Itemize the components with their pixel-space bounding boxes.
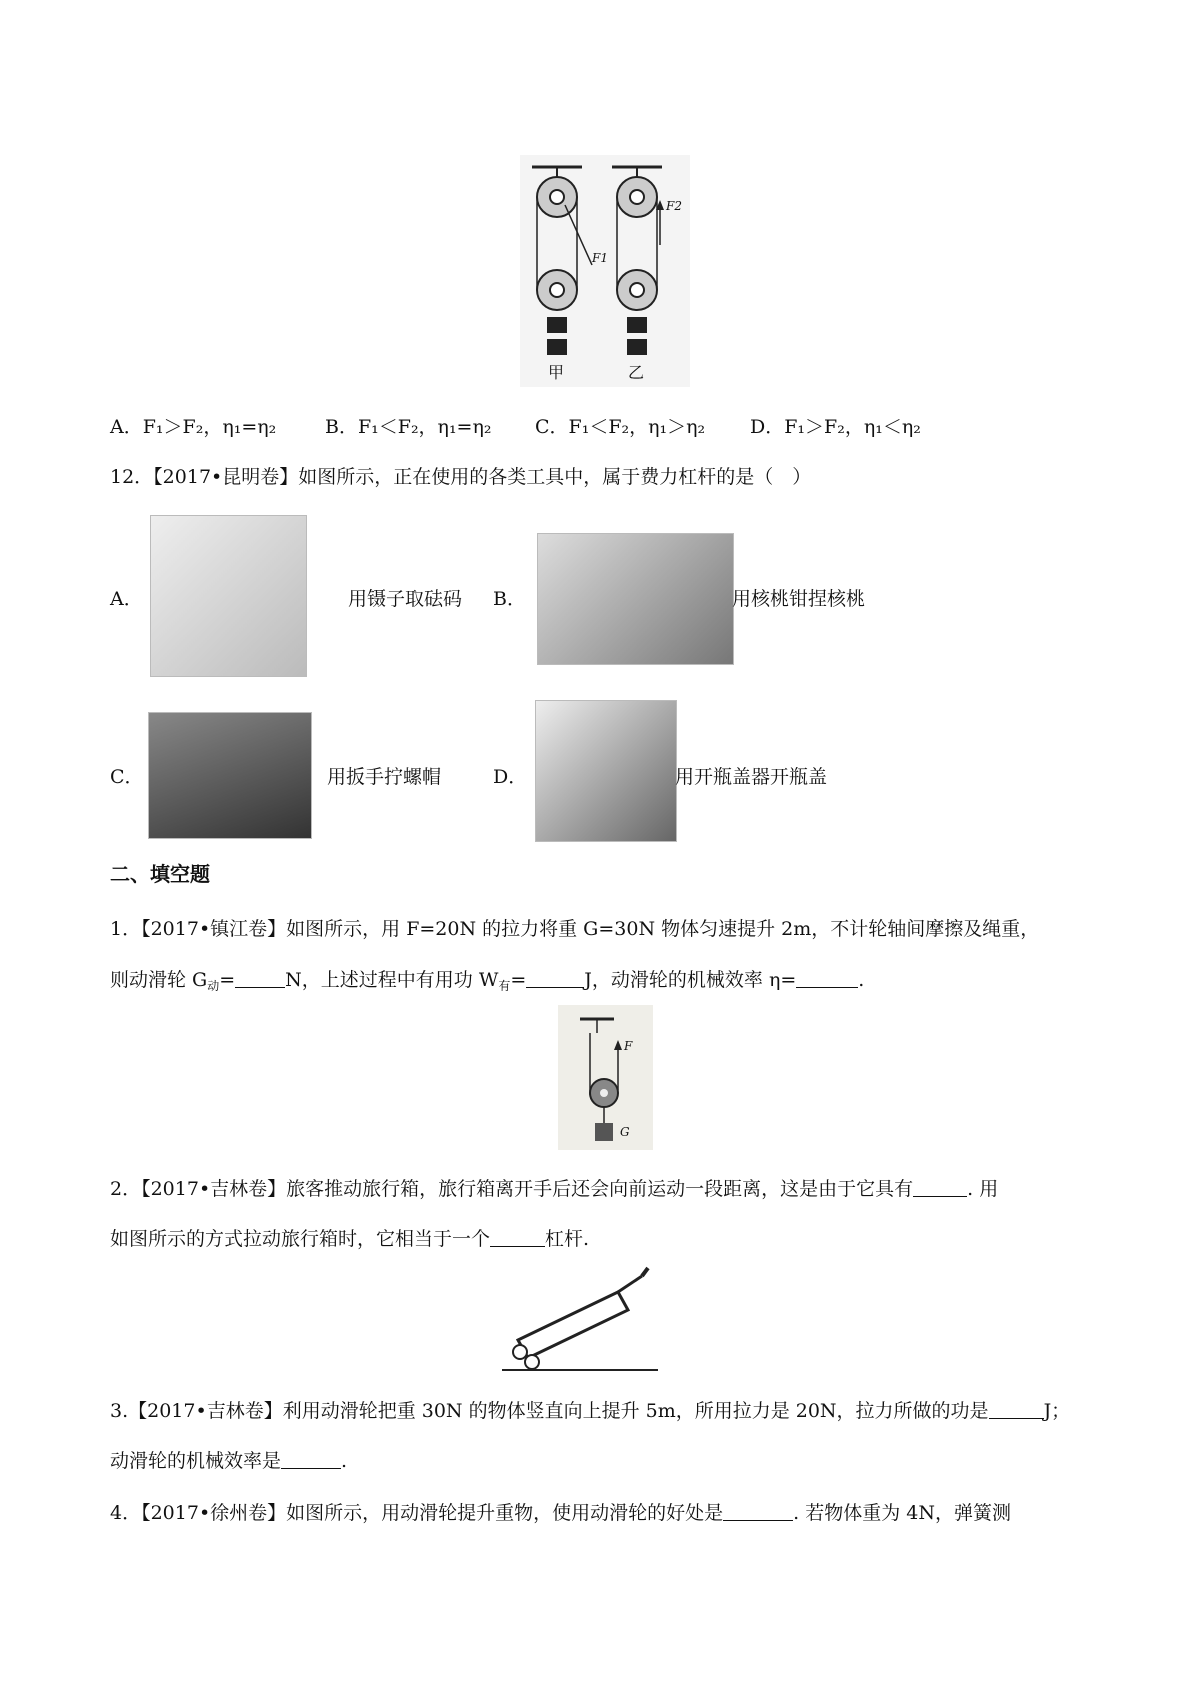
q11-option-b: B．F₁＜F₂，η₁=η₂ <box>325 416 492 438</box>
fill3-text-c: 动滑轮的机械效率是 <box>110 1450 282 1472</box>
bottle-opener-photo <box>535 700 677 842</box>
pulley-systems-drawing <box>520 155 690 387</box>
fill1-text-e: J，动滑轮的机械效率 η= <box>584 969 797 991</box>
label-g: G <box>620 1125 630 1139</box>
fill1-blank-2[interactable] <box>526 971 584 988</box>
fill4-line1 <box>110 1498 1011 1525</box>
movable-pulley-drawing <box>558 1005 653 1150</box>
wrench-photo <box>148 712 312 839</box>
q12-option-d-letter: D． <box>493 766 528 788</box>
q12-option-a-caption: 用镊子取砝码 <box>348 588 463 610</box>
q11-option-a: A．F₁＞F₂，η₁=η₂ <box>110 416 277 438</box>
suitcase-drawing <box>500 1262 660 1372</box>
fill1-sub-dong: 动 <box>207 979 220 993</box>
fill3-text-a: 3.【2017•吉林卷】利用动滑轮把重 30N 的物体竖直向上提升 5m，所用拉力是 20N，拉力所做的功是 <box>110 1400 989 1422</box>
fill2-blank-1[interactable] <box>913 1180 967 1197</box>
fill2-text-c: 如图所示的方式拉动旅行箱时，它相当于一个 <box>110 1228 491 1250</box>
fill4-blank-1[interactable] <box>723 1504 793 1521</box>
suitcase-figure <box>500 1262 660 1372</box>
fill1-line1: 1．【2017•镇江卷】如图所示，用 F=20N 的拉力将重 G=30N 物体匀速提升 2m，不计轮轴间摩擦及绳重， <box>110 918 1040 940</box>
fill2-line2 <box>110 1224 589 1251</box>
fill3-blank-2[interactable] <box>281 1452 341 1469</box>
q11-option-d: D．F₁＞F₂，η₁＜η₂ <box>750 416 921 438</box>
fill1-text-a: 则动滑轮 G <box>110 969 208 991</box>
q12-option-b-caption: 用核桃钳捏核桃 <box>732 588 866 610</box>
fill4-text-a: 4．【2017•徐州卷】如图所示，用动滑轮提升重物，使用动滑轮的好处是 <box>110 1502 724 1524</box>
force-label-f2: F2 <box>666 199 682 213</box>
q12-stem: 12．【2017•昆明卷】如图所示，正在使用的各类工具中，属于费力杠杆的是（ ） <box>110 466 812 488</box>
fill4-text-b: . 若物体重为 4N，弹簧测 <box>793 1502 1011 1524</box>
section-title: 二、填空题 <box>110 862 210 886</box>
label-jia: 甲 <box>548 363 565 382</box>
fill2-text-b: . 用 <box>967 1178 999 1200</box>
q11-option-c: C．F₁＜F₂，η₁＞η₂ <box>535 416 706 438</box>
fill1-blank-3[interactable] <box>796 971 858 988</box>
fill2-line1 <box>110 1174 998 1201</box>
label-yi: 乙 <box>628 363 645 382</box>
tweezers-photo <box>150 515 307 677</box>
fill2-text-a: 2．【2017•吉林卷】旅客推动旅行箱，旅行箱离开手后还会向前运动一段距离，这是由于它具有 <box>110 1178 914 1200</box>
fill3-line1 <box>110 1396 1070 1423</box>
fill1-line2 <box>110 965 864 994</box>
fill3-text-d: . <box>341 1450 348 1472</box>
force-label-f1: F1 <box>592 251 608 265</box>
fill2-blank-2[interactable] <box>490 1230 545 1247</box>
q12-option-c-caption: 用扳手拧螺帽 <box>327 766 442 788</box>
fill1-text-b: = <box>219 969 236 991</box>
movable-pulley-figure <box>558 1005 653 1150</box>
fill1-text-f: . <box>858 969 865 991</box>
q12-option-d-caption: 用开瓶盖器开瓶盖 <box>675 766 828 788</box>
nutcracker-photo <box>537 533 734 665</box>
fill1-sub-you: 有 <box>498 979 511 993</box>
pulley-systems-figure <box>520 155 690 387</box>
fill3-blank-1[interactable] <box>989 1402 1044 1419</box>
fill3-line2 <box>110 1446 347 1473</box>
q12-option-b-letter: B． <box>493 588 526 610</box>
q12-option-c-letter: C． <box>110 766 144 788</box>
fill3-text-b: J； <box>1043 1400 1071 1422</box>
label-f: F <box>624 1039 633 1053</box>
fill1-blank-1[interactable] <box>235 971 285 988</box>
q12-option-a-letter: A． <box>110 588 143 610</box>
fill1-text-c: N，上述过程中有用功 W <box>285 969 499 991</box>
fill1-text-d: = <box>510 969 527 991</box>
fill2-text-d: 杠杆. <box>545 1228 590 1250</box>
